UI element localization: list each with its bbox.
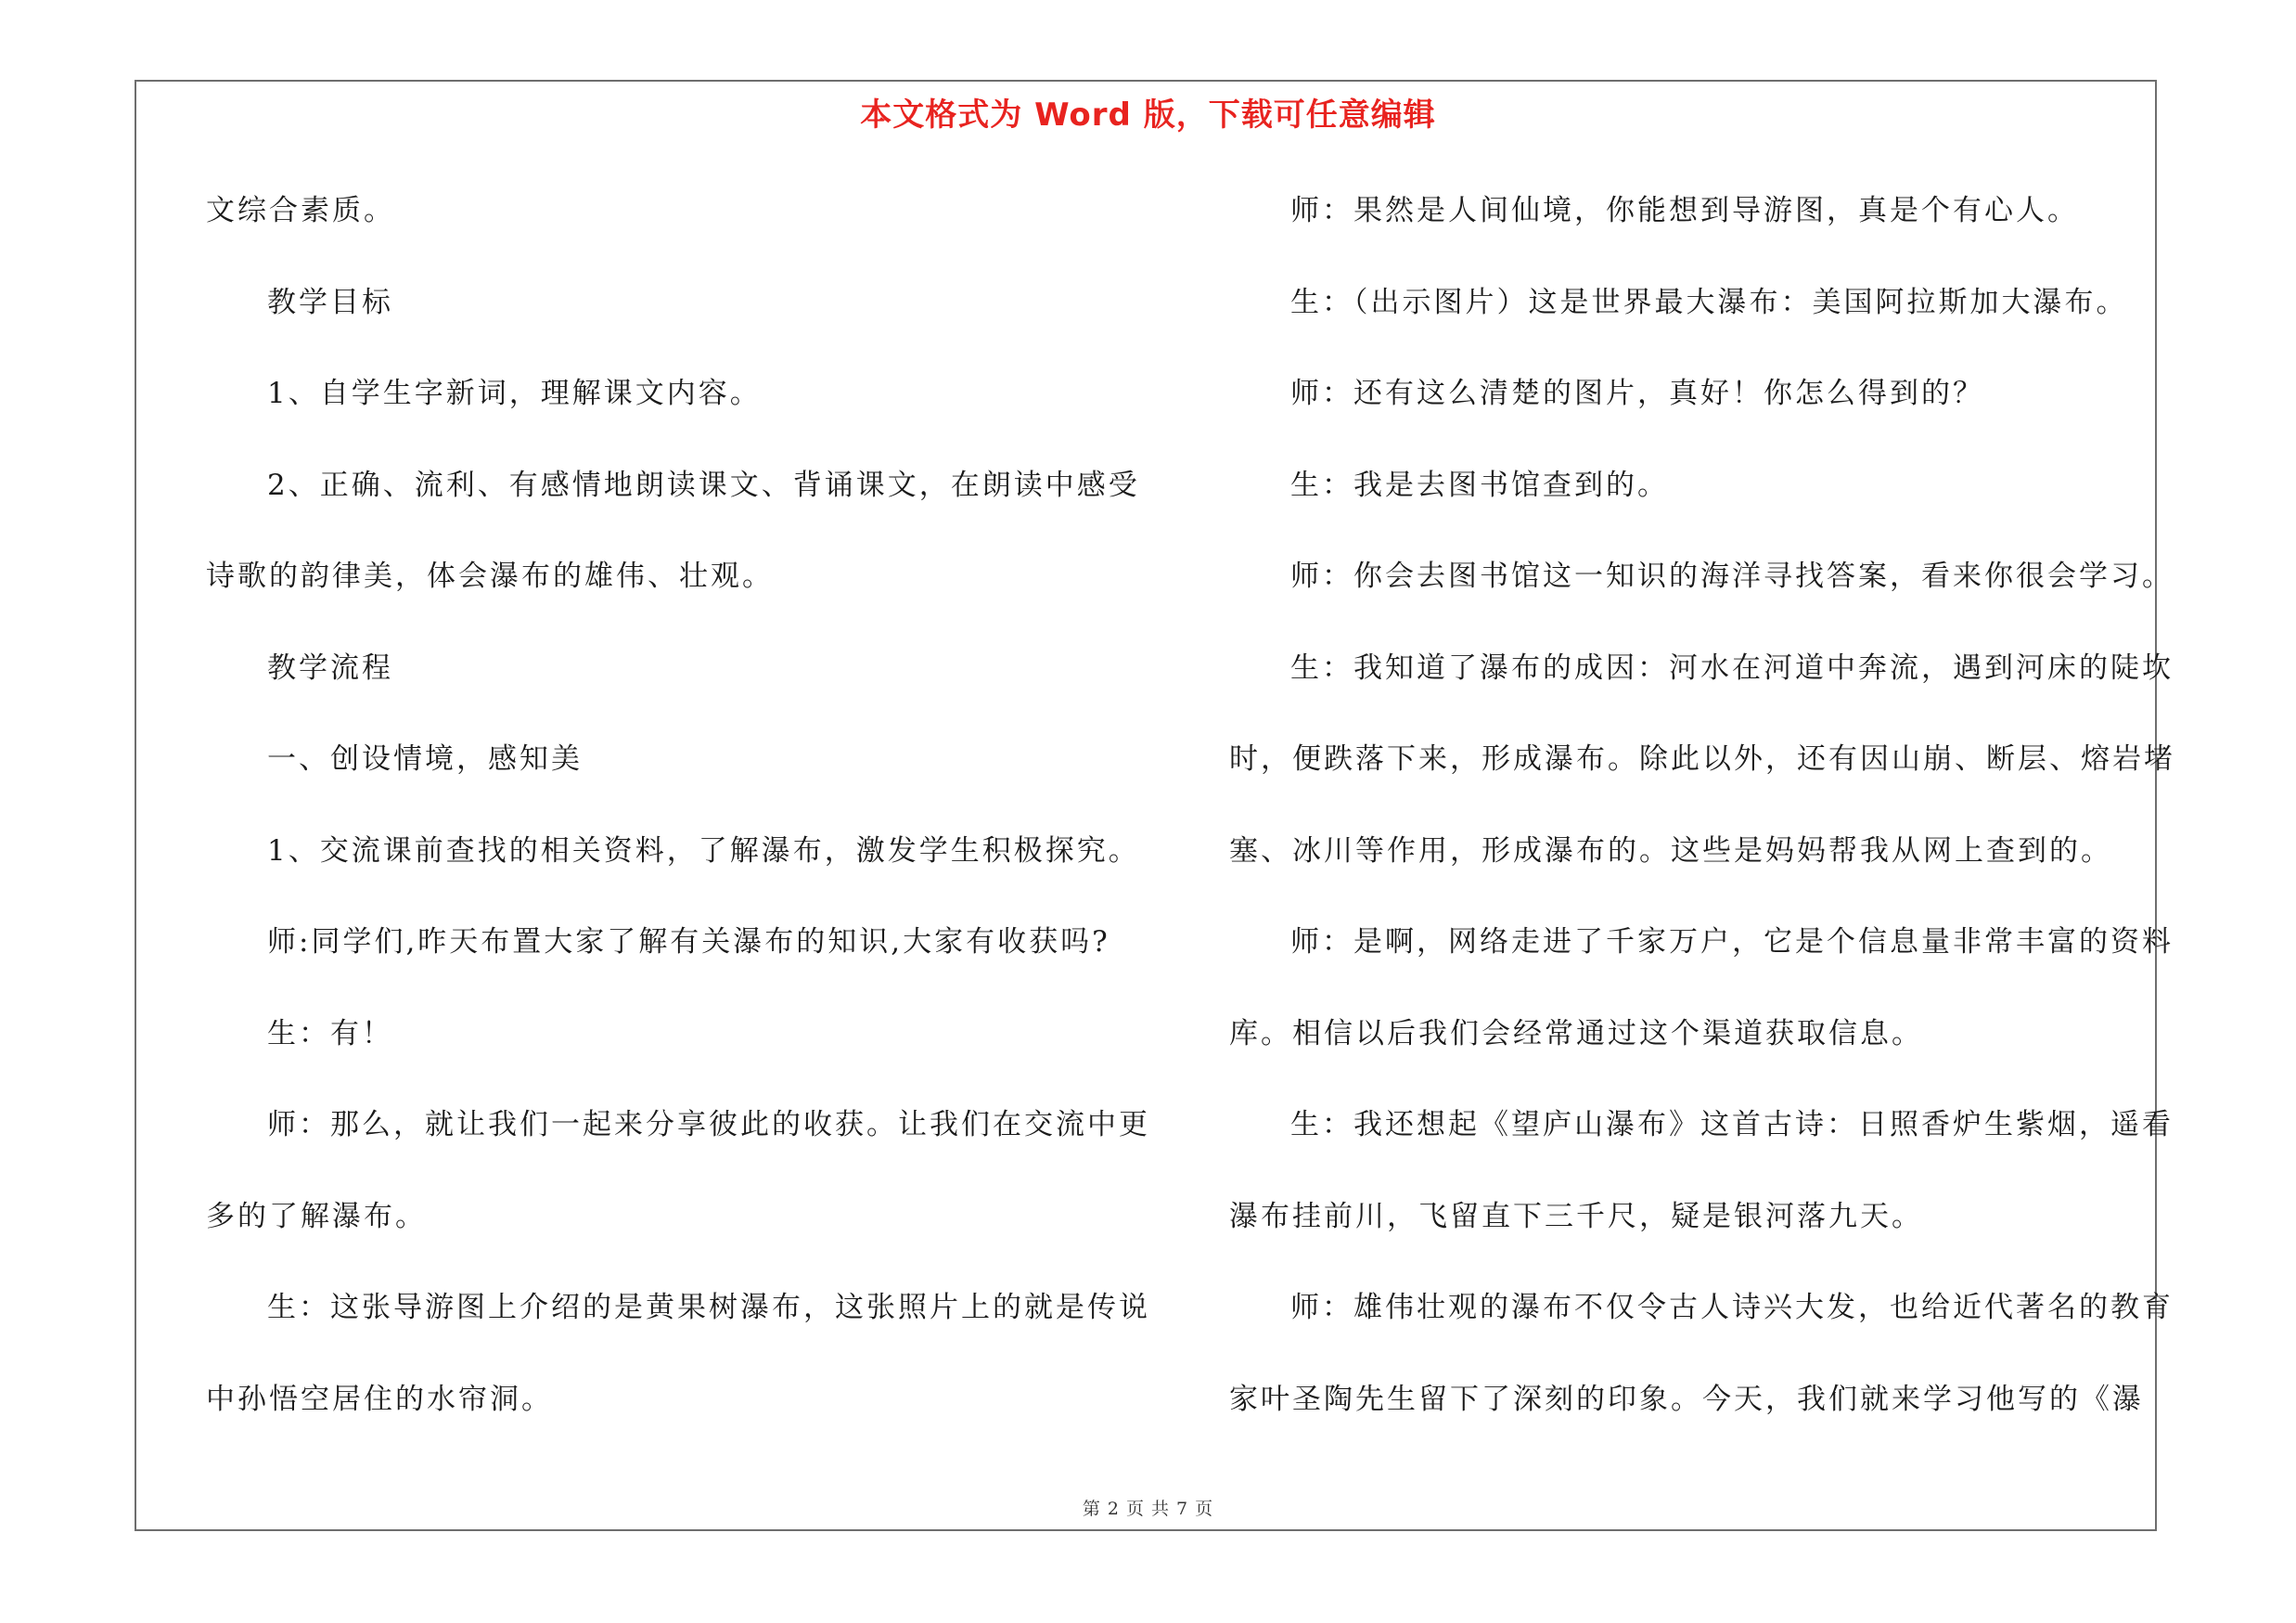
- text-line: 生：我还想起《望庐山瀑布》这首古诗：日照香炉生紫烟，遥看: [1290, 1108, 2174, 1141]
- text-line: 生：有！: [267, 1016, 393, 1050]
- page-number: 第 2 页 共 7 页: [1082, 1499, 1214, 1519]
- left-column: [206, 182, 1150, 1462]
- text-line: 时，便跌落下来，形成瀑布。除此以外，还有因山崩、断层、熔岩堵: [1229, 742, 2175, 776]
- text-line: 中孙悟空居住的水帘洞。: [206, 1382, 553, 1416]
- text-line: 1、交流课前查找的相关资料，了解瀑布，激发学生积极探究。: [267, 833, 1140, 868]
- text-line: 塞、冰川等作用，形成瀑布的。这些是妈妈帮我从网上查到的。: [1229, 833, 2112, 868]
- right-column: [1229, 182, 2175, 1462]
- text-line: 诗歌的韵律美，体会瀑布的雄伟、壮观。: [206, 560, 774, 593]
- text-line: 师：还有这么清楚的图片，真好！你怎么得到的？: [1290, 377, 1984, 410]
- text-line: 库。相信以后我们会经常通过这个渠道获取信息。: [1229, 1016, 1923, 1050]
- text-line: 文综合素质。: [206, 194, 395, 227]
- text-line: 教学目标: [267, 285, 393, 319]
- text-line: 师：果然是人间仙境，你能想到导游图，真是个有心人。: [1290, 194, 2079, 227]
- text-line: 师：是啊，网络走进了千家万户，它是个信息量非常丰富的资料: [1290, 925, 2174, 959]
- text-line: 教学流程: [267, 650, 393, 685]
- text-line: 生：我知道了瀑布的成因：河水在河道中奔流，遇到河床的陡坎: [1290, 650, 2174, 685]
- text-line: 1、自学生字新词，理解课文内容。: [267, 377, 762, 410]
- text-line: 生：这张导游图上介绍的是黄果树瀑布，这张照片上的就是传说: [267, 1291, 1150, 1324]
- text-line: 一、创设情境，感知美: [267, 742, 583, 776]
- text-line: 家叶圣陶先生留下了深刻的印象。今天，我们就来学习他写的《瀑: [1229, 1382, 2144, 1416]
- text-line: 瀑布挂前川，飞留直下三千尺，疑是银河落九天。: [1229, 1199, 1923, 1233]
- text-line: 师：雄伟壮观的瀑布不仅令古人诗兴大发，也给近代著名的教育: [1290, 1291, 2174, 1324]
- header-banner: 本文格式为 Word 版，下载可任意编辑: [860, 97, 1436, 134]
- text-line: 2、正确、流利、有感情地朗读课文、背诵课文，在朗读中感受: [267, 468, 1140, 502]
- text-line: 师:同学们,昨天布置大家了解有关瀑布的知识,大家有收获吗?: [267, 925, 1110, 959]
- text-line: 多的了解瀑布。: [206, 1199, 427, 1233]
- text-line: 生：我是去图书馆查到的。: [1290, 468, 1669, 502]
- text-line: 师：那么，就让我们一起来分享彼此的收获。让我们在交流中更: [267, 1108, 1150, 1141]
- text-line: 师：你会去图书馆这一知识的海洋寻找答案，看来你很会学习。: [1290, 560, 2174, 593]
- text-line: 生：（出示图片）这是世界最大瀑布：美国阿拉斯加大瀑布。: [1290, 285, 2128, 319]
